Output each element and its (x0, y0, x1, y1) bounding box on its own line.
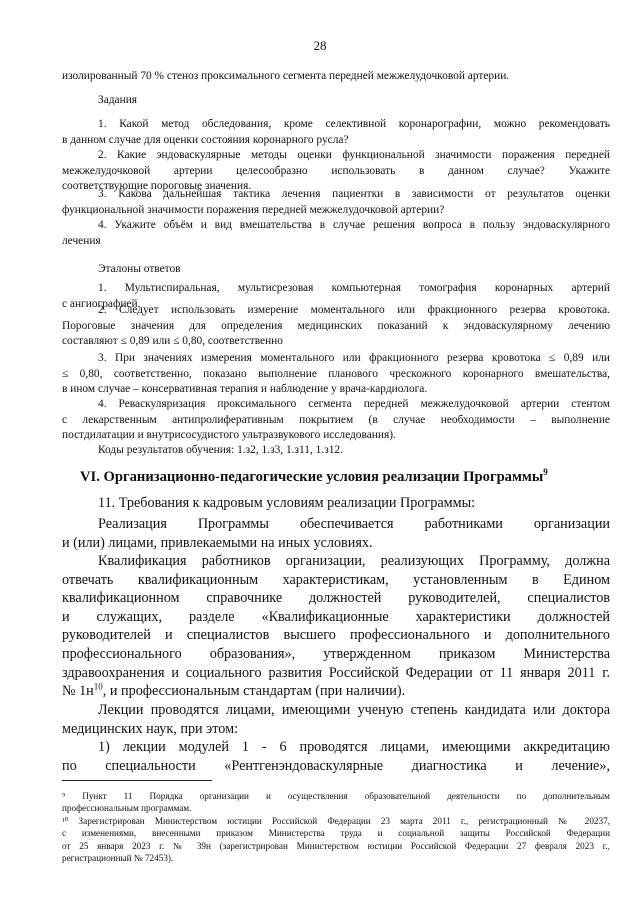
section-heading: VI. Организационно-педагогические условия реализации Программы$^9$ (80, 467, 548, 485)
page-number: 28 (313, 38, 327, 53)
footnote-ref-9: 9 (543, 467, 548, 478)
footnote-separator (62, 780, 212, 781)
task-4: 4. Укажите объём и вид вмешательства в случае решения вопроса в пользу эндоваскулярного лечения (62, 219, 610, 247)
task-2: 2. Какие эндоваскулярные методы оценки функциональной значимости поражения передней межжелудочковой артерии целесообразно использовать в данном случае? Укажите соответствующие пороговые значения. (62, 149, 610, 193)
paragraph-modules: 1) лекции модулей 1 - 6 проводятся лицами, имеющими аккредитацию по специальности «Рентгенэндоваскулярные диагностика и лечение», (62, 739, 610, 774)
task-1: 1. Какой метод обследования, кроме селективной коронарографии, можно рекомендовать в данном случае для оценки состояния коронарного русла? (62, 118, 610, 146)
task-3: 3. Какова дальнейшая тактика лечения пациентки в зависимости от результатов оценки функциональной значимости поражения передней межжелудочковой артерии? (62, 188, 610, 216)
footnote-ref-10: 10 (93, 681, 103, 692)
footnote-10: ¹⁰ Зарегистрирован Министерством юстиции Российской Федерации 23 марта 2011 г., регистрационный № 20237, с изменениями, внесенными приказом Министерства труда и социальной защиты Российской Федерации от 25 января 2023 г. № 39н (зарегистрирован Министерством юстиции Российской Федерации 27 февраля 2023 г., регистрационный № 72453). (62, 816, 610, 864)
result-codes: Коды результатов обучения: 1.з2, 1.з3, 1.з11, 1.з12. (98, 444, 343, 456)
paragraph-qualification: Квалификация работников организации, реализующих Программу, должна отвечать квалификационным характеристикам, установленным в Едином квалификационном справочнике должностей руководителей, специалистов и служащих, разделе «Квалификационные характеристики должностей руководителей и специалистов высшего профессионального и дополнительного профессионального образования», утвержденном приказом Министерства здравоохранения и социального развития Российской Федерации от 11 января 2011 г. № $1н^{10}$, и профессиональным стандартам (при наличии). (62, 553, 610, 700)
answer-4: 4. Реваскуляризация проксимального сегмента передней межжелудочковой артерии стентом с лекарственным антипролиферативным покрытием (в случае необходимости – выполнение постдилатации и внутрисосудистого ультразвукового исследования). (62, 398, 610, 442)
footnote-9: ⁹ Пункт 11 Порядка организации и осуществления образовательной деятельности по дополнительным профессиональным программам. (62, 791, 610, 814)
intro-line: изолированный 70 % стеноз проксимального сегмента передней межжелудочковой артерии. (62, 70, 510, 82)
answer-2: 2. Следует использовать измерение моментального или фракционного резерва кровотока. Пороговые значения для определения медицинских показаний к эндоваскулярному лечению составляют ≤ 0,89 или ≤ 0,80, соответственно (62, 304, 610, 348)
answers-title: Эталоны ответов (98, 263, 181, 275)
answer-3: 3. При значениях измерения моментального или фракционного резерва кровотока ≤ 0,89 или ≤ 0,80, соответственно, показано выполнение планового чрескожного коронарного вмешательства, в ином случае – консервативная терапия и наблюдение у врача-кардиолога. (62, 352, 610, 396)
answer-1: 1. Мультиспиральная, мультисрезовая компьютерная томография коронарных артерий с ангиографией. (62, 282, 610, 310)
requirements-title: 11. Требования к кадровым условиям реализации Программы: (98, 495, 476, 511)
paragraph-staff: Реализация Программы обеспечивается работниками организации и (или) лицами, привлекаемыми на иных условиях. (62, 516, 610, 551)
tasks-title: Задания (98, 94, 138, 106)
paragraph-lectures: Лекции проводятся лицами, имеющими ученую степень кандидата или доктора медицинских наук, при этом: (62, 702, 610, 737)
